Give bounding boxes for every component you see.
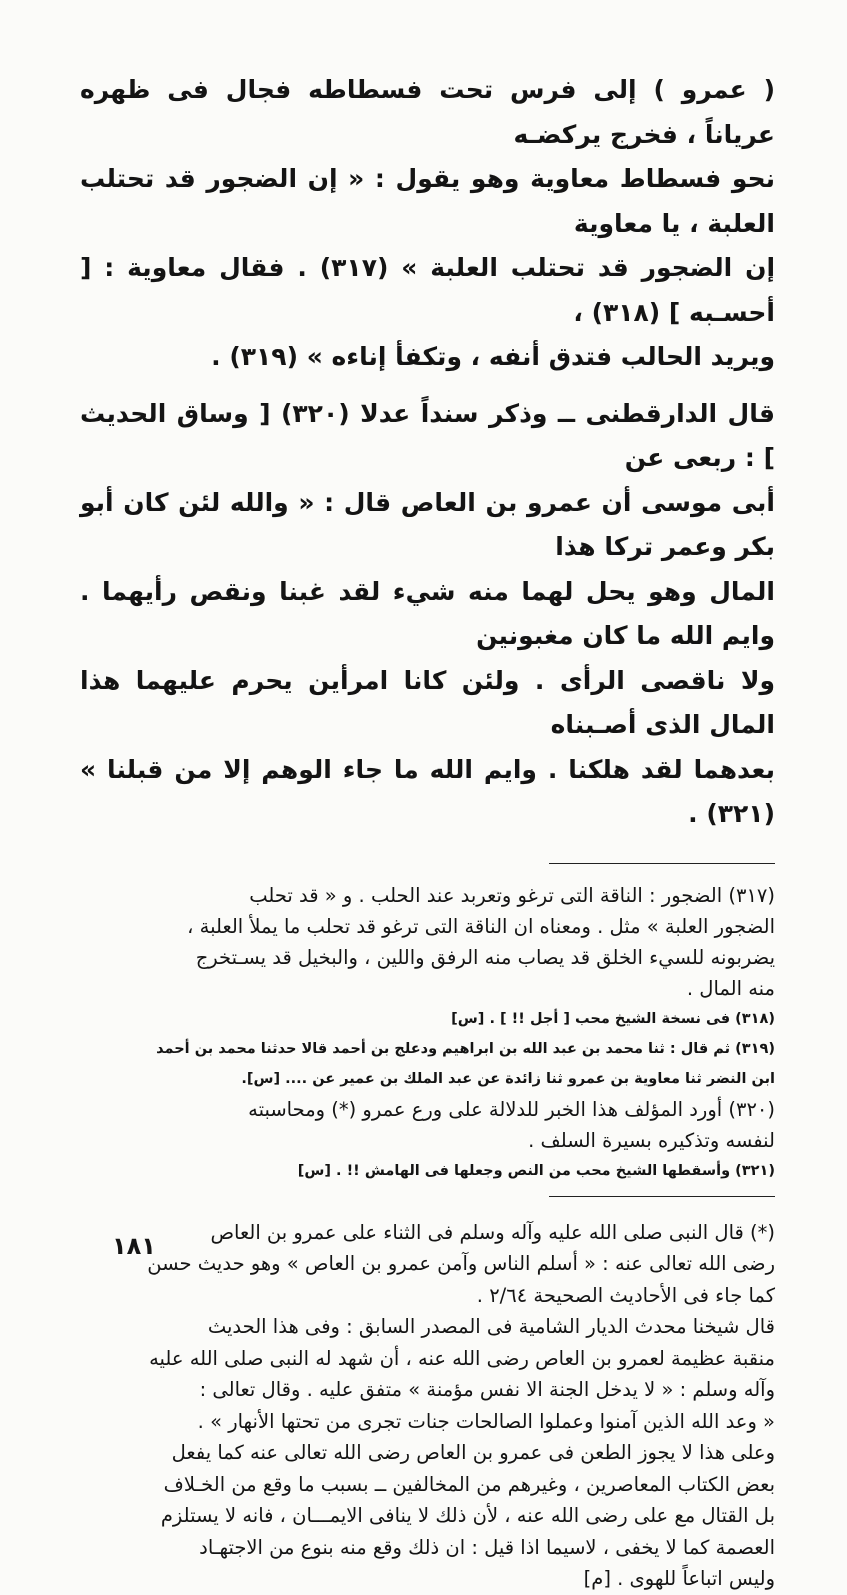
text-line: نحو فسطاط معاوية وهو يقول : « إن الضجور قد تحتلب العلبة ، يا معاوية [80, 164, 775, 238]
text-line: المال وهو يحل لهما منه شيء لقد غبنا ونقص رأيهما . وايم الله ما كان مغبونين [80, 576, 775, 650]
page-number: ١٨١ [112, 1232, 156, 1260]
text-line: (٣٢١) وأسقطها الشيخ محب من النص وجعلها فى الهامش !! . [س] [297, 1162, 775, 1179]
footnote-319 [80, 1034, 775, 1094]
text-line: وآله وسلم : « لا يدخل الجنة الا نفس مؤمنة » متفق عليه . وقال تعالى : [199, 1378, 775, 1401]
editor-note-paragraph-3 [80, 1437, 775, 1595]
text-line: وعلى هذا لا يجوز الطعن فى عمرو بن العاص رضى الله تعالى عنه كما يفعل [171, 1441, 775, 1464]
text-line: إن الضجور قد تحتلب العلبة » (٣١٧) . فقال معاوية : [ أحسـبه ] (٣١٨) ، [80, 253, 776, 327]
main-paragraph-2 [80, 392, 775, 837]
text-line: العصمة كما لا يخفى ، لاسيما اذا قيل : ان ذلك وقع منه بنوع من الاجتهـاد [199, 1535, 775, 1559]
text-line: كما جاء فى الأحاديث الصحيحة ٢/٦٤ . [476, 1283, 775, 1307]
text-line: لنفسه وتذكيره بسيرة السلف . [528, 1128, 775, 1152]
text-line: وليس اتباعاً للهوى . [م] [583, 1567, 775, 1590]
text-line: قال الدارقطنى ــ وذكر سنداً عدلا (٣٢٠) [ وساق الحديث ] : ربعى عن [80, 398, 775, 472]
text-line: الضجور العلبة » مثل . ومعناه ان الناقة التى ترغو قد تحلب ما يملأ العلبة ، [187, 914, 775, 938]
text-line: ابن النضر ثنا معاوية بن عمرو ثنا زائدة عن عبد الملك بن عمير عن .... [س]. [241, 1070, 775, 1087]
editor-note-paragraph-1 [80, 1217, 775, 1312]
footnote-318 [80, 1004, 775, 1034]
main-paragraph-1 [80, 68, 775, 380]
text-line: رضى الله تعالى عنه : « أسلم الناس وآمن عمرو بن العاص » وهو حديث حسن [147, 1252, 775, 1275]
main-text [80, 68, 775, 837]
editor-note-paragraph-2 [80, 1311, 775, 1437]
text-line: (٣٢٠) أورد المؤلف هذا الخبر للدلالة على ورع عمرو (*) ومحاسبته [248, 1097, 775, 1121]
footnote-321 [80, 1156, 775, 1186]
text-line: ويريد الحالب فتدق أنفه ، وتكفأ إناءه » (٣١٩) . [211, 342, 775, 371]
text-line: أبى موسى أن عمرو بن العاص قال : « والله لئن كان أبو بكر وعمر تركا هذا [80, 487, 775, 561]
text-line: بعدهما لقد هلكنا . وايم الله ما جاء الوهم إلا من قبلنا » (٣٢١) . [80, 754, 775, 828]
text-line: ولا ناقصى الرأى . ولئن كانا امرأين يحرم عليهما هذا المال الذى أصـبناه [80, 665, 775, 739]
editor-note [80, 1217, 775, 1595]
text-line: يضربونه للسيء الخلق قد يصاب منه الرفق واللين ، والبخيل قد يسـتخرج [195, 945, 775, 969]
text-line: بعض الكتاب المعاصرين ، وغيرهم من المخالفين ــ بسبب ما وقع من الخـلاف [163, 1472, 775, 1496]
text-line: منه المال . [686, 976, 775, 1000]
text-line: « وعد الله الذين آمنوا وعملوا الصالحات جنات تجرى من تحتها الأنهار » . [197, 1409, 775, 1433]
footnote-317 [80, 880, 775, 1004]
text-line: منقبة عظيمة لعمرو بن العاص رضى الله عنه ، أن شهد له النبى صلى الله عليه [149, 1346, 775, 1370]
footnote-divider [549, 863, 775, 864]
text-line: ( عمرو ) إلى فرس تحت فسطاطه فجال فى ظهره عرياناً ، فخرج يركضـه [80, 75, 775, 149]
text-line: بل القتال مع على رضى الله عنه ، لأن ذلك لا ينافى الايمـــان ، فانه لا يستلزم [160, 1504, 775, 1527]
text-line: (٣١٩) ثم قال : ثنا محمد بن عبد الله بن ابراهيم ودعلج بن أحمد قالا حدثنا محمد بن أحمد [156, 1040, 775, 1057]
footnotes [80, 880, 775, 1186]
text-line: (٣١٨) فى نسخة الشيخ محب [ أجل !! ] . [س] [451, 1010, 775, 1027]
text-line: (٣١٧) الضجور : الناقة التى ترغو وتعربد عند الحلب . و « قد تحلب [249, 883, 775, 907]
text-line: (*) قال النبى صلى الله عليه وآله وسلم فى الثناء على عمرو بن العاص [210, 1220, 775, 1244]
footnote-320 [80, 1094, 775, 1156]
editor-note-divider [549, 1196, 775, 1197]
text-line: قال شيخنا محدث الديار الشامية فى المصدر السابق : وفى هذا الحديث [207, 1315, 775, 1338]
